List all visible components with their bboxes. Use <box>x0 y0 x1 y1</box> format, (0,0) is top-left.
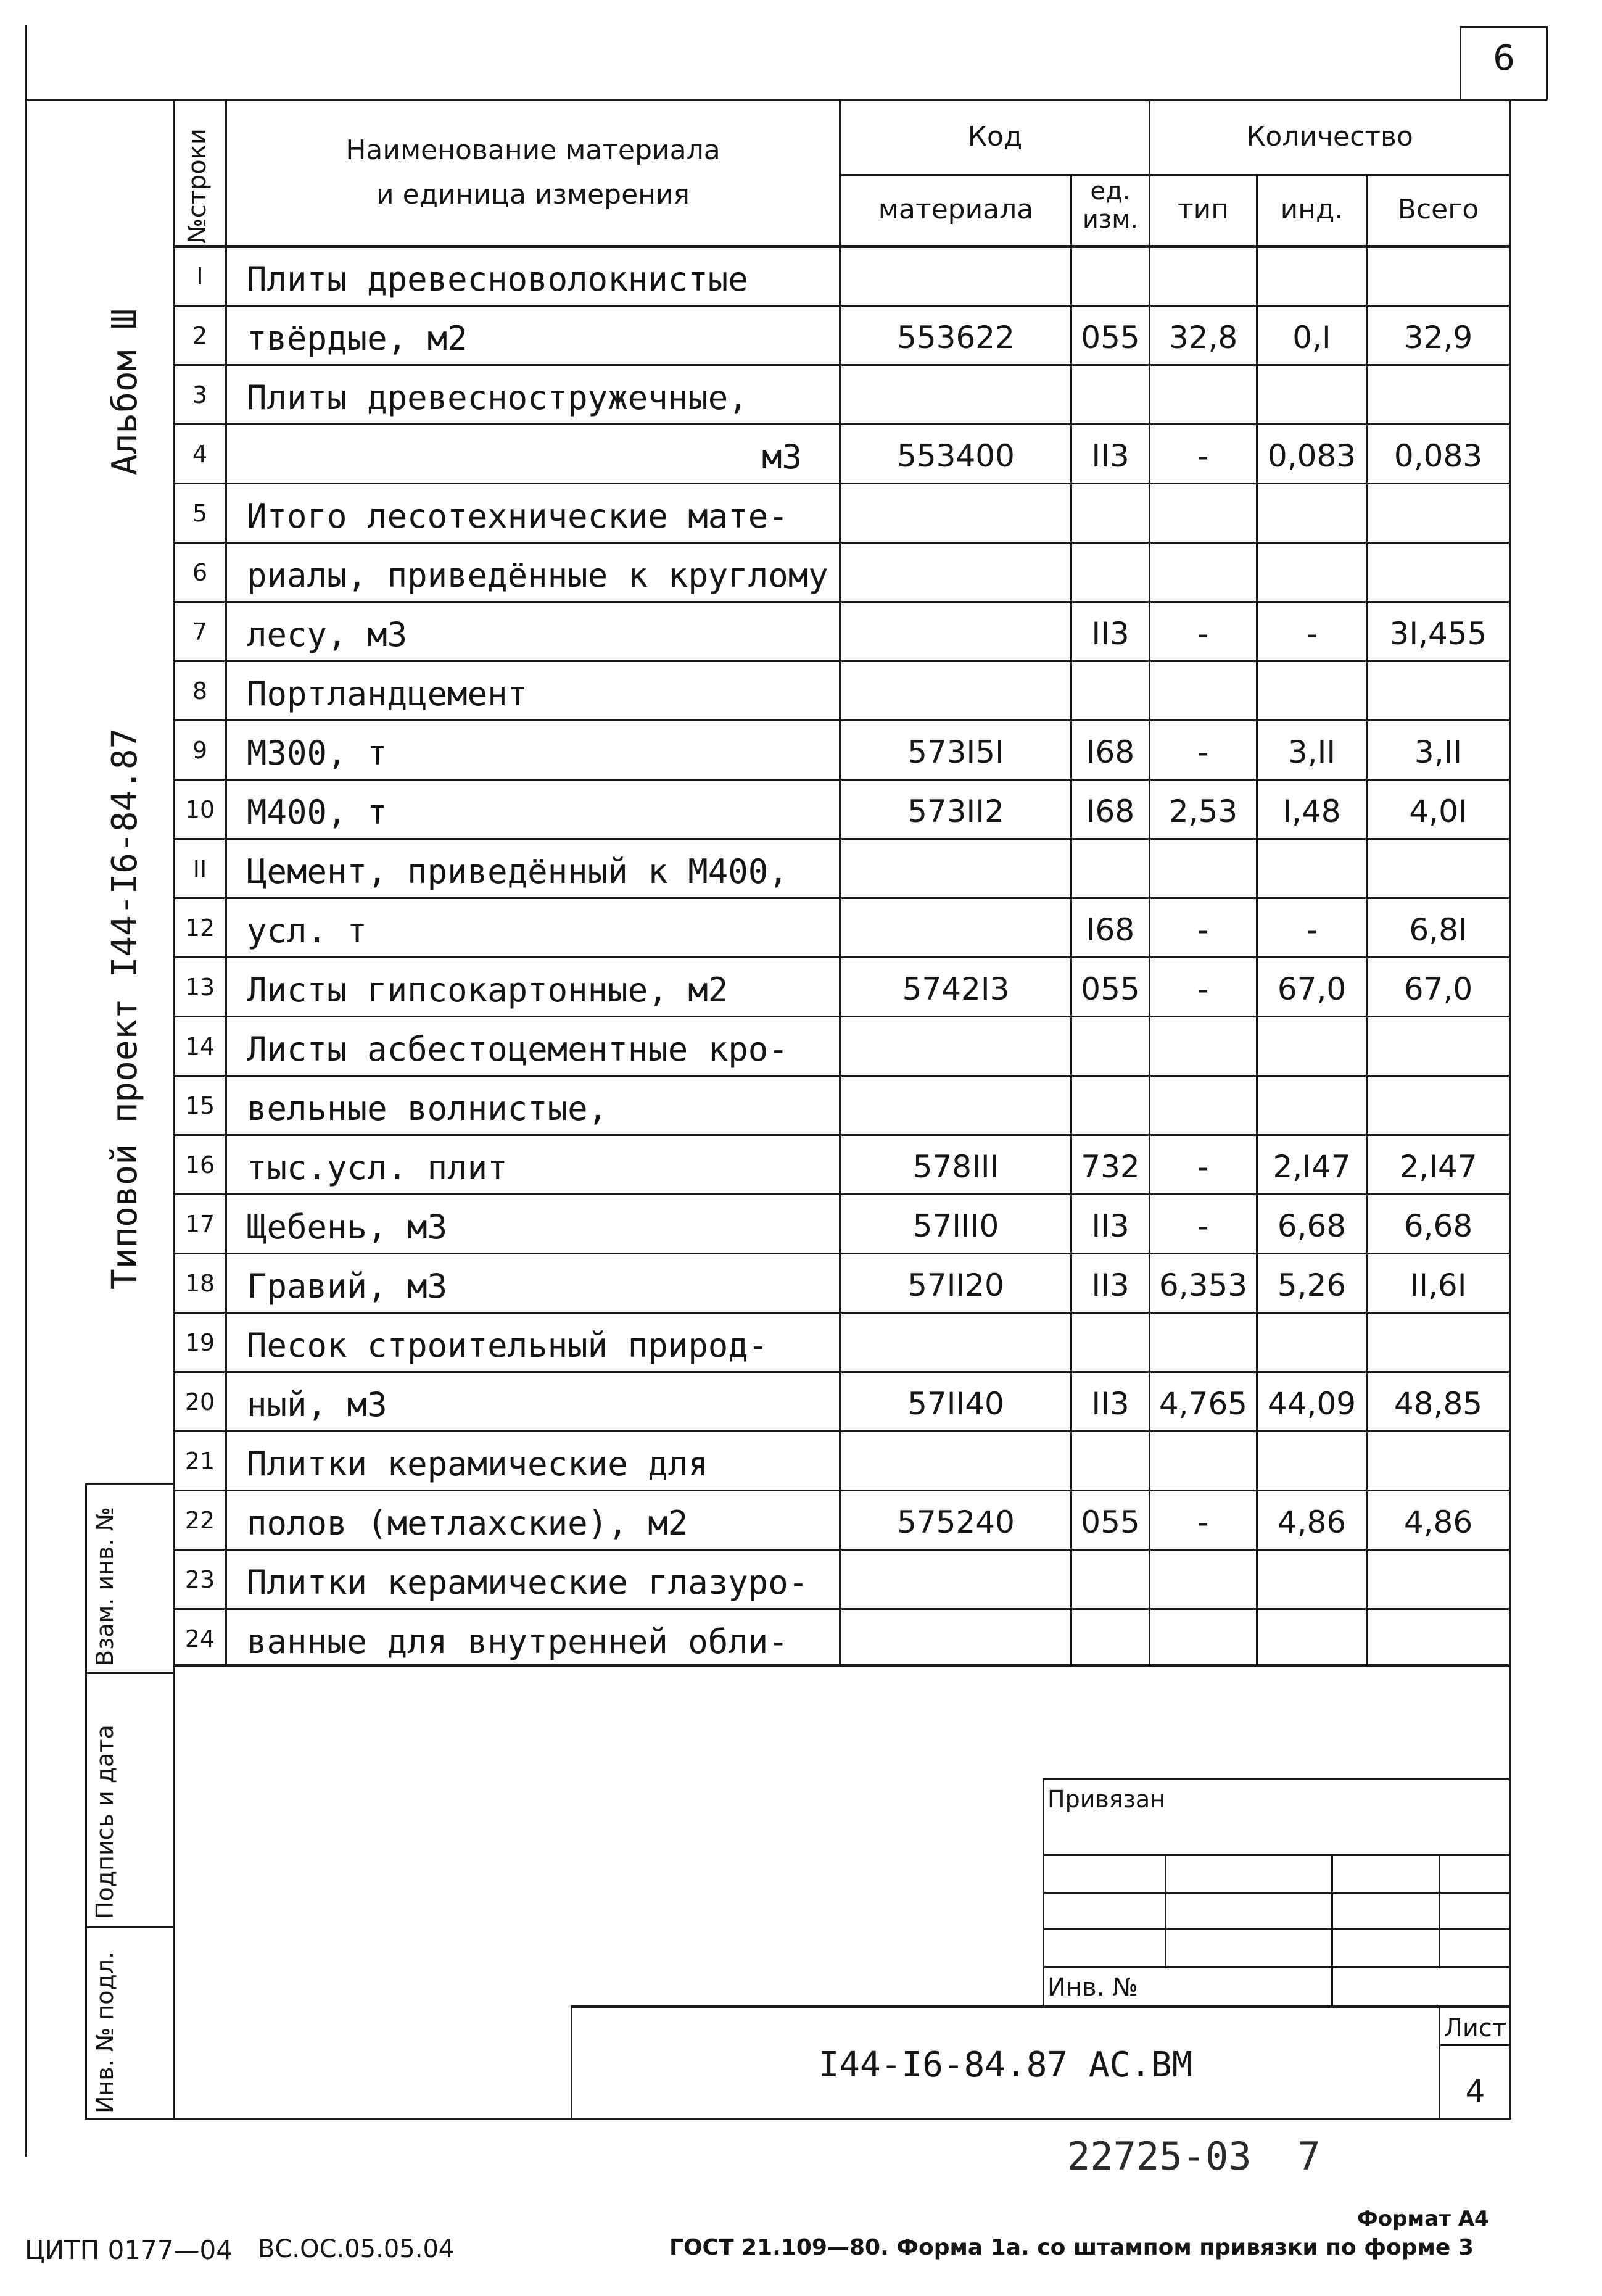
cell-unit: 055 <box>1081 320 1140 355</box>
cell-name: Гравий, м3 <box>247 1267 448 1306</box>
row-number: 23 <box>184 1566 215 1593</box>
cell-code: 553400 <box>897 438 1015 474</box>
code-header: Код <box>967 121 1023 152</box>
cell-unit: I68 <box>1086 794 1135 829</box>
cell-total: 6,68 <box>1403 1208 1473 1244</box>
cell-ind: 2,I47 <box>1273 1149 1351 1185</box>
cell-ind: 6,68 <box>1277 1208 1347 1244</box>
cell-total: 0,083 <box>1393 438 1483 474</box>
cell-typ: - <box>1197 616 1209 652</box>
row-number: 13 <box>184 974 215 1001</box>
row-number: 6 <box>192 559 208 586</box>
unit-header-line1: ед. <box>1090 177 1131 205</box>
row-number: I <box>196 263 204 290</box>
page-number: 6 <box>1493 38 1515 78</box>
cell-total: 3I,455 <box>1389 616 1487 652</box>
cell-unit: 732 <box>1081 1149 1140 1185</box>
album-label: Альбом Ш <box>105 309 145 475</box>
cell-name: полов (метлахские), м2 <box>247 1504 688 1543</box>
cell-total: 32,9 <box>1403 320 1473 355</box>
unit-header-line2: изм. <box>1082 205 1139 234</box>
cell-total: 3,II <box>1414 734 1463 770</box>
cell-unit: I68 <box>1086 734 1135 770</box>
cell-code: 575240 <box>897 1504 1015 1540</box>
cell-unit: 055 <box>1081 1504 1140 1540</box>
cell-name: Итого лесотехнические мате- <box>247 497 788 536</box>
cell-code: 5742I3 <box>902 971 1010 1007</box>
cell-unit: II3 <box>1091 616 1129 652</box>
row-number: 10 <box>184 796 215 823</box>
format-label: Формат А4 <box>1357 2207 1489 2231</box>
row-number: II <box>192 855 207 882</box>
row-number: 4 <box>192 441 208 468</box>
cell-ind: 3,II <box>1287 734 1336 770</box>
inv-podl-label: Инв. № подл. <box>91 1951 118 2113</box>
podpis-data-label: Подпись и дата <box>91 1725 118 1919</box>
cell-name: Портландцемент <box>247 674 528 713</box>
material-code-header: материала <box>878 194 1034 225</box>
cell-unit: II3 <box>1091 1267 1129 1303</box>
cell-total: II,6I <box>1410 1267 1467 1303</box>
cell-total: 4,86 <box>1403 1504 1473 1540</box>
row-number: 18 <box>184 1270 215 1297</box>
row-number: 24 <box>184 1625 215 1652</box>
cell-total: 48,85 <box>1393 1386 1483 1422</box>
cell-name: твёрдые, м2 <box>247 319 468 358</box>
cell-ind: 0,083 <box>1267 438 1356 474</box>
row-number: 7 <box>192 618 208 645</box>
cell-typ: - <box>1197 1208 1209 1244</box>
cell-code: 57III0 <box>912 1208 999 1244</box>
row-number: 5 <box>192 500 208 527</box>
footer-gost: ГОСТ 21.109—80. Форма 1а. со штампом привязки по форме 3 <box>669 2235 1474 2260</box>
cell-name: Плитки керамические глазуро- <box>247 1563 809 1602</box>
cell-name: вельные волнистые, <box>247 1089 608 1128</box>
total-header: Всего <box>1397 194 1479 225</box>
list-label: Лист <box>1443 2014 1507 2042</box>
inv-number-label: Инв. № <box>1047 1973 1138 2002</box>
cell-name: Плиты древесностружечные, <box>247 378 748 417</box>
typ-header: тип <box>1178 194 1229 225</box>
row-number: 9 <box>192 737 208 764</box>
cell-code: 578III <box>912 1149 999 1185</box>
cell-name: Плиты древесноволокнистые <box>247 260 748 299</box>
cell-name: М400, т <box>247 793 387 832</box>
cell-name: лесу, м3 <box>247 615 408 654</box>
cell-name: усл. т <box>247 911 368 950</box>
row-number: 22 <box>184 1507 215 1534</box>
cell-typ: - <box>1197 1504 1209 1540</box>
cell-name: Листы гипсокартонные, м2 <box>247 971 729 1009</box>
cell-name: риалы, приведённые к круглому <box>247 556 828 595</box>
name-header-line2: и единица измерения <box>376 179 690 210</box>
row-number: 2 <box>192 322 208 349</box>
name-header-line1: Наименование материала <box>345 135 720 166</box>
cell-total: 2,I47 <box>1399 1149 1477 1185</box>
cell-ind: - <box>1306 912 1318 948</box>
cell-ind: - <box>1306 616 1318 652</box>
cell-name: Цемент, приведённый к М400, <box>247 852 788 891</box>
row-number-header: №строки <box>183 128 212 244</box>
cell-typ: - <box>1197 912 1209 948</box>
footer-series-code: ВС.ОС.05.05.04 <box>258 2235 455 2263</box>
cell-ind: I,48 <box>1282 794 1341 829</box>
cell-name: тыс.усл. плит <box>247 1148 508 1187</box>
cell-name: Плитки керамические для <box>247 1444 708 1483</box>
cell-name: ванные для внутренней обли- <box>247 1622 788 1661</box>
quantity-header: Количество <box>1246 121 1413 152</box>
cell-name: Щебень, м3 <box>247 1208 448 1246</box>
handwritten-archive-number: 22725-03 7 <box>1067 2134 1321 2179</box>
cell-typ: - <box>1197 1149 1209 1185</box>
row-number: 14 <box>184 1033 215 1060</box>
row-number: 12 <box>184 914 215 942</box>
cell-total: 4,0I <box>1409 794 1468 829</box>
cell-unit: 055 <box>1081 971 1140 1007</box>
cell-unit: II3 <box>1091 1208 1129 1244</box>
cell-name: М300, т <box>247 734 387 773</box>
cell-ind: 67,0 <box>1277 971 1347 1007</box>
cell-typ: 6,353 <box>1158 1267 1248 1303</box>
cell-typ: 32,8 <box>1168 320 1238 355</box>
sheet-number: 4 <box>1465 2073 1485 2109</box>
row-number: 21 <box>184 1448 215 1475</box>
cell-typ: - <box>1197 438 1209 474</box>
document-designation: I44-I6-84.87 АС.ВМ <box>818 2045 1193 2085</box>
project-label: Типовой проект I44-I6-84.87 <box>105 727 145 1290</box>
row-number: 20 <box>184 1388 215 1415</box>
row-number: 8 <box>192 678 208 705</box>
row-number: 3 <box>192 381 208 408</box>
cell-typ: - <box>1197 971 1209 1007</box>
row-number: 19 <box>184 1329 215 1356</box>
row-number: 16 <box>184 1151 215 1179</box>
cell-name: Листы асбестоцементные кро- <box>247 1030 788 1069</box>
cell-code: 573I5I <box>907 734 1004 770</box>
cell-name: ный, м3 <box>247 1385 387 1424</box>
cell-unit: II3 <box>1091 1386 1129 1422</box>
row-number: 15 <box>184 1092 215 1119</box>
cell-ind: 0,I <box>1292 320 1331 355</box>
cell-total: 6,8I <box>1409 912 1468 948</box>
footer-left-code: ЦИТП 0177—04 <box>25 2235 233 2265</box>
cell-code: 57II40 <box>907 1386 1004 1422</box>
cell-unit: II3 <box>1091 438 1129 474</box>
cell-typ: 4,765 <box>1158 1386 1248 1422</box>
cell-code: 573II2 <box>907 794 1004 829</box>
cell-typ: 2,53 <box>1168 794 1238 829</box>
cell-code: 553622 <box>897 320 1015 355</box>
ind-header: инд. <box>1280 194 1344 225</box>
privyazan-label: Привязан <box>1047 1786 1165 1813</box>
cell-typ: - <box>1197 734 1209 770</box>
cell-ind: 5,26 <box>1277 1267 1347 1303</box>
cell-ind: 44,09 <box>1267 1386 1356 1422</box>
cell-unit: I68 <box>1086 912 1135 948</box>
row-number: 17 <box>184 1211 215 1238</box>
cell-name: м3 <box>761 437 802 476</box>
cell-code: 57II20 <box>907 1267 1004 1303</box>
cell-name: Песок строительный природ- <box>247 1326 769 1365</box>
cell-ind: 4,86 <box>1277 1504 1347 1540</box>
cell-total: 67,0 <box>1403 971 1473 1007</box>
vzam-inv-label: Взам. инв. № <box>91 1506 118 1666</box>
